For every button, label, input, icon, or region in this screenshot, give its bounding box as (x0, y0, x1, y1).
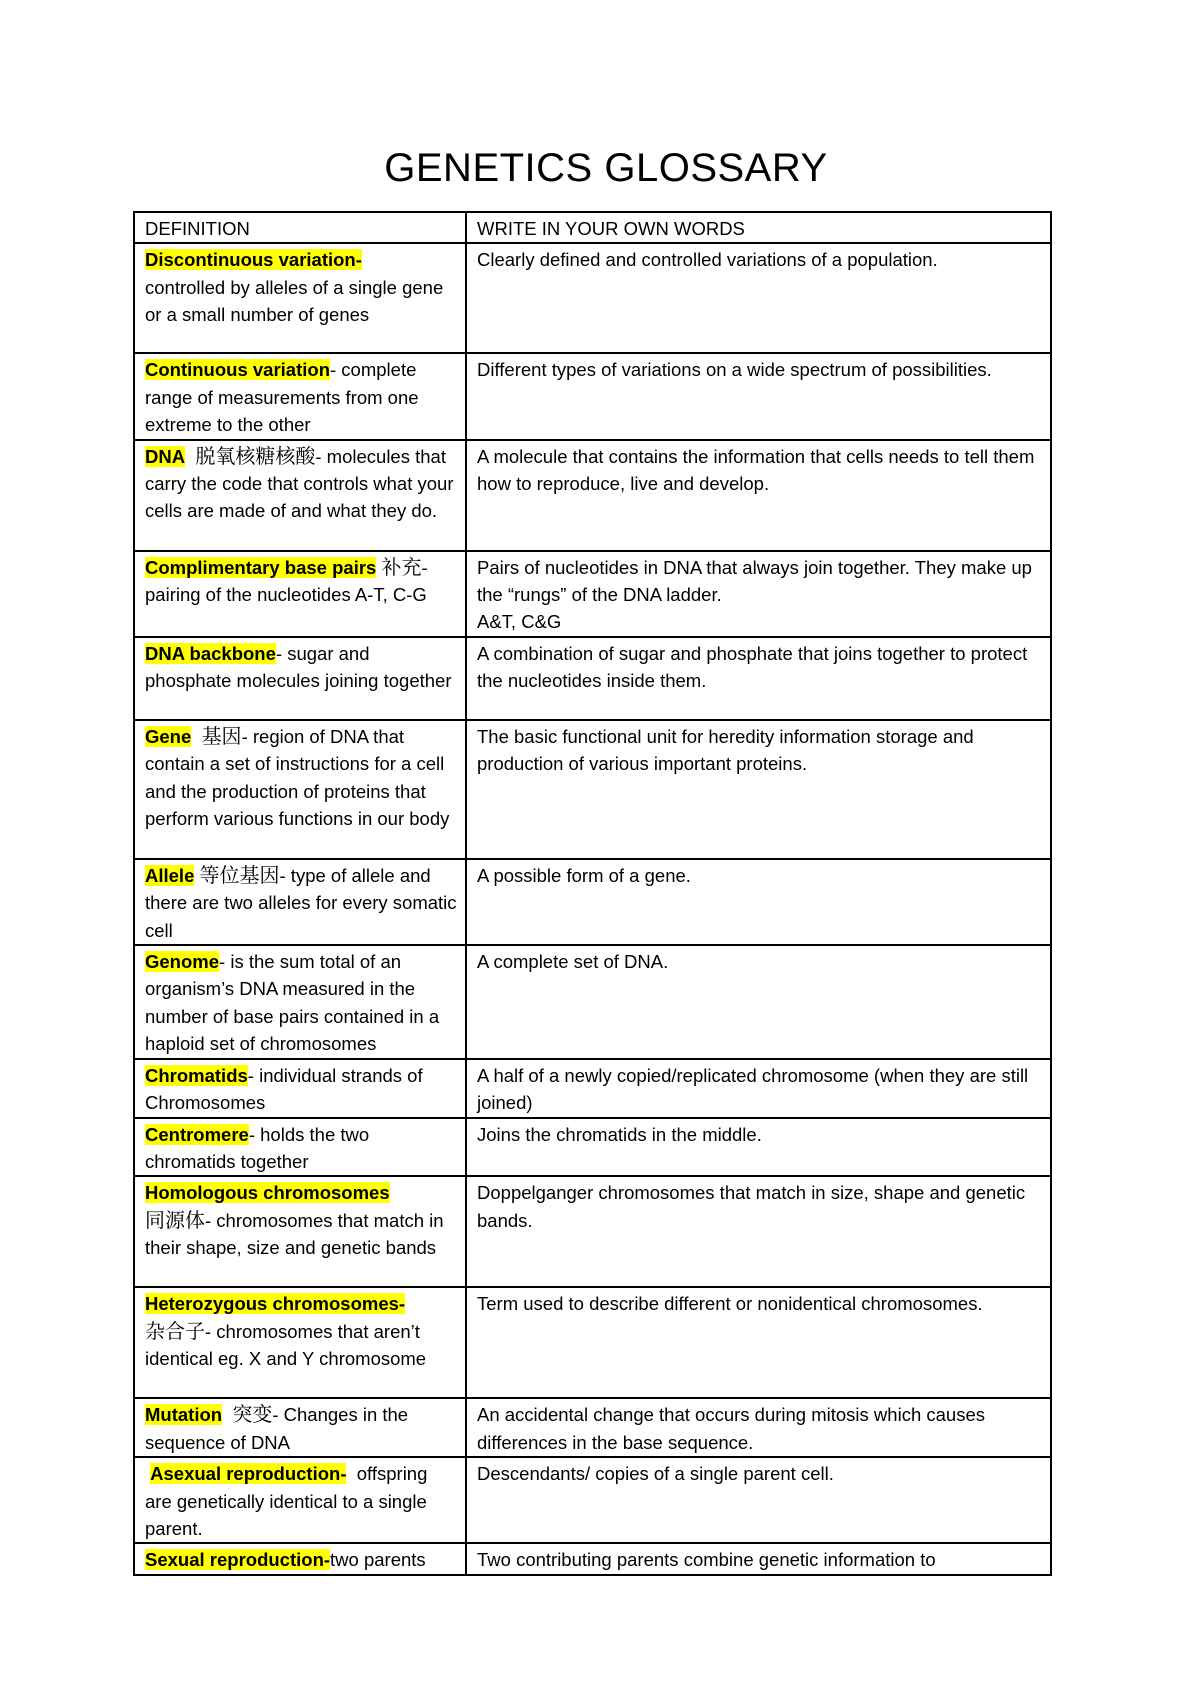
term-highlight: DNA (145, 445, 186, 467)
definition-text: - pairing of the nucleotides A-T, C-G (145, 556, 428, 606)
definition-cell (134, 1543, 466, 1574)
term-highlight: Complimentary base pairs (145, 556, 377, 578)
term-highlight: Homologous chromosomes (145, 1182, 390, 1204)
own-words-cell: The basic functional unit for heredity information storage and production of various important proteins. (466, 720, 1051, 859)
page-title: GENETICS GLOSSARY (384, 146, 828, 190)
term-highlight: DNA backbone (145, 642, 276, 664)
term-highlight: Discontinuous variation- (145, 249, 362, 271)
own-words-text: Pairs of nucleotides in DNA that always join together. They make up the “rungs” of the DNA ladder. (477, 556, 1032, 606)
own-words-cell: A half of a newly copied/replicated chromosome (when they are still joined) (466, 1059, 1051, 1118)
chinese-term: 基因 (201, 723, 242, 748)
own-words-cell: A combination of sugar and phosphate that joins together to protect the nucleotides inside them. (466, 637, 1051, 720)
table-header-row (134, 212, 1051, 243)
chinese-term: 突变 (232, 1402, 273, 1427)
definition-cell (134, 720, 466, 859)
term-highlight: Genome (145, 951, 220, 973)
own-words-cell: A possible form of a gene. (466, 859, 1051, 945)
definition-text: - type of allele and there are two alleles for every somatic cell (145, 864, 457, 941)
chinese-term: 等位基因 (199, 862, 280, 887)
table-row (134, 859, 1051, 945)
definition-text: - is the sum total of an organism’s DNA measured in the number of base pairs contained in a haploid set of chromosomes (145, 951, 440, 1055)
definition-cell (134, 1059, 466, 1118)
chinese-term: 杂合子 (145, 1318, 205, 1343)
definition-text: controlled by alleles of a single gene or a small number of genes (145, 276, 444, 326)
definition-cell (134, 637, 466, 720)
definition-cell (134, 1287, 466, 1398)
table-row (134, 1543, 1051, 1574)
own-words-cell: An accidental change that occurs during mitosis which causes differences in the base sequence. (466, 1398, 1051, 1457)
term-highlight: Gene (145, 725, 192, 747)
chinese-term: 同源体 (145, 1207, 205, 1232)
definition-cell (134, 1457, 466, 1543)
table-row (134, 1176, 1051, 1287)
own-words-cell: Clearly defined and controlled variations of a population. (466, 243, 1051, 353)
own-words-cell: Term used to describe different or nonidentical chromosomes. (466, 1287, 1051, 1398)
definition-text: two parents (330, 1549, 426, 1571)
table-row (134, 945, 1051, 1059)
definition-text: - Changes in the sequence of DNA (145, 1404, 409, 1453)
own-words-cell (466, 551, 1051, 637)
definition-cell (134, 1176, 466, 1287)
glossary-table (133, 211, 1052, 1576)
definition-text: - sugar and phosphate molecules joining together (145, 642, 452, 692)
own-words-cell: Two contributing parents combine genetic information to (466, 1543, 1051, 1574)
definition-cell (134, 243, 466, 353)
definition-text: - chromosomes that match in their shape, size and genetic bands (145, 1209, 444, 1259)
definition-cell (134, 859, 466, 945)
definition-text: - individual strands of Chromosomes (145, 1064, 423, 1114)
own-words-text: A&T, C&G (477, 611, 562, 633)
header-definition: DEFINITION (134, 212, 466, 243)
definition-cell (134, 440, 466, 551)
term-highlight: Continuous variation (145, 359, 330, 381)
table-row (134, 353, 1051, 439)
definition-cell (134, 353, 466, 439)
table-row (134, 720, 1051, 859)
term-highlight: Sexual reproduction- (145, 1549, 331, 1571)
term-highlight: Asexual reproduction- (150, 1463, 347, 1485)
table-row (134, 1059, 1051, 1118)
definition-text: - complete range of measurements from one extreme to the other (145, 359, 419, 436)
own-words-cell: Joins the chromatids in the middle. (466, 1118, 1051, 1177)
own-words-cell: Descendants/ copies of a single parent cell. (466, 1457, 1051, 1543)
table-row (134, 1457, 1051, 1543)
own-words-cell: Different types of variations on a wide spectrum of possibilities. (466, 353, 1051, 439)
definition-cell (134, 551, 466, 637)
definition-cell (134, 1398, 466, 1457)
definition-text: - holds the two chromatids together (145, 1123, 370, 1172)
definition-cell (134, 945, 466, 1059)
definition-text: offspring are genetically identical to a single parent. (145, 1463, 428, 1539)
header-own-words: WRITE IN YOUR OWN WORDS (466, 212, 1051, 243)
chinese-term: 脱氧核糖核酸 (195, 443, 316, 468)
table-row (134, 440, 1051, 551)
table-row (134, 637, 1051, 720)
term-highlight: Allele (145, 864, 195, 886)
chinese-term: 补充 (381, 554, 422, 579)
own-words-cell: Doppelganger chromosomes that match in size, shape and genetic bands. (466, 1176, 1051, 1287)
term-highlight: Mutation (145, 1404, 223, 1426)
definition-cell (134, 1118, 466, 1177)
definition-text: - molecules that carry the code that controls what your cells are made of and what they do. (145, 445, 454, 522)
definition-text: - region of DNA that contain a set of instructions for a cell and the production of proteins that perform various functions in our body (145, 725, 450, 830)
own-words-cell: A molecule that contains the information that cells needs to tell them how to reproduce, live and develop. (466, 440, 1051, 551)
own-words-cell: A complete set of DNA. (466, 945, 1051, 1059)
definition-text: - chromosomes that aren’t identical eg. X and Y chromosome (145, 1320, 427, 1370)
term-highlight: Heterozygous chromosomes- (145, 1293, 406, 1315)
term-highlight: Centromere (145, 1123, 249, 1145)
table-row (134, 1118, 1051, 1177)
table-row (134, 1287, 1051, 1398)
table-row (134, 243, 1051, 353)
table-row (134, 551, 1051, 637)
term-highlight: Chromatids (145, 1064, 248, 1086)
table-row (134, 1398, 1051, 1457)
